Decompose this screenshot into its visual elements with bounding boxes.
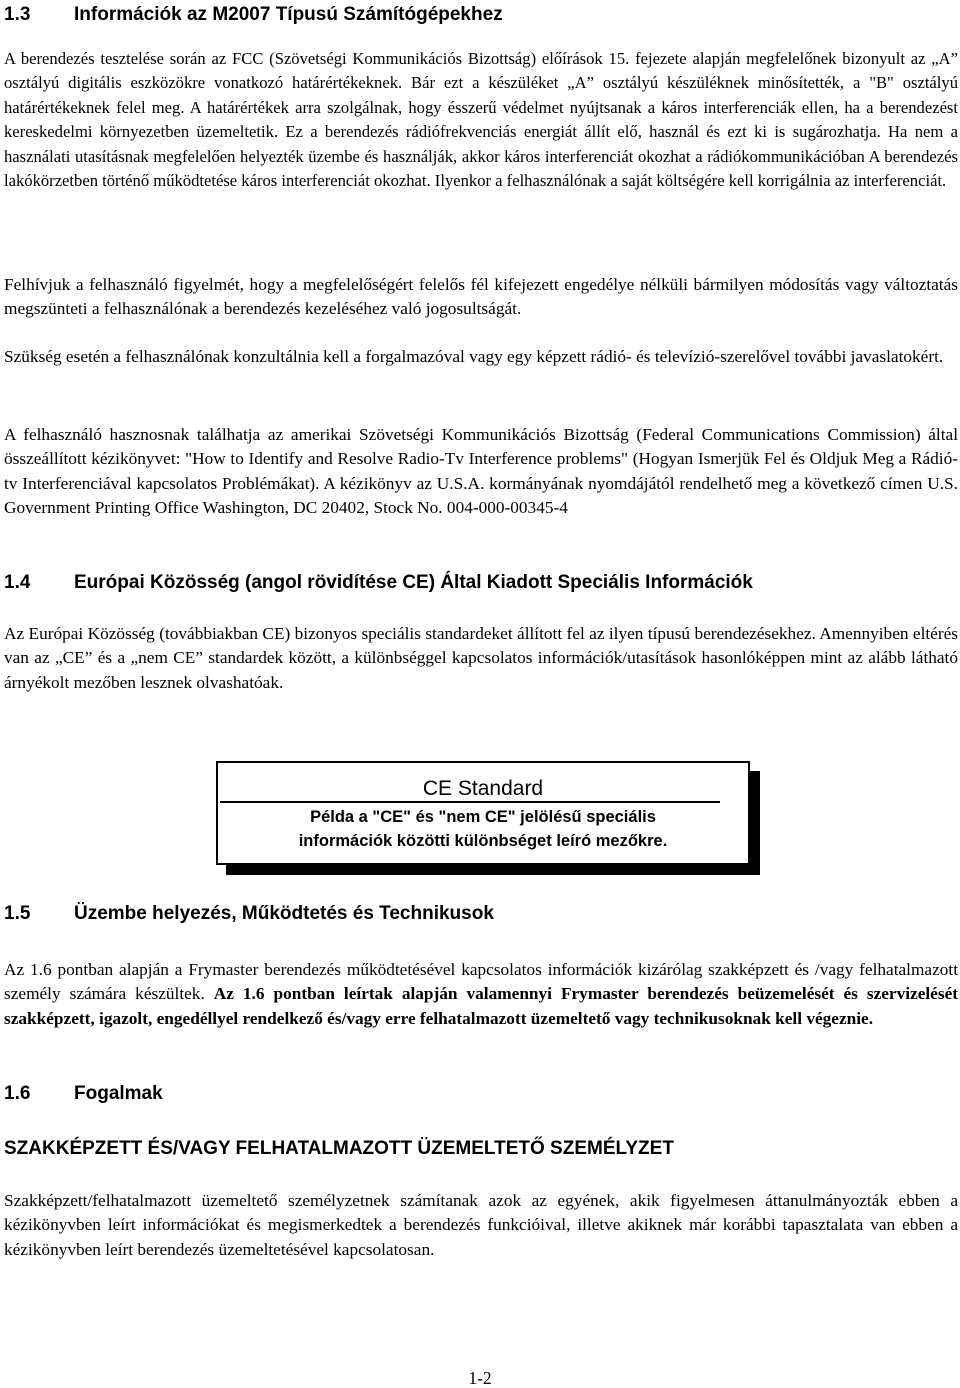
section-1-5-heading	[4, 903, 494, 925]
installation-text-bold: Az 1.6 pontban leírtak alapján valamennyi Frymaster berendezés beüzemelését és szervizelését szakképzett, igazolt, engedéllyel rendelkező és/vagy erre felhatalmazott üzemeltető vagy technikusoknak kell végeznie.	[4, 984, 959, 1028]
section-title: Üzembe helyezés, Működtetés és Technikusok	[74, 903, 494, 924]
modification-paragraph: Felhívjuk a felhasználó figyelmét, hogy a megfelelőségért felelős fél kifejezett engedélye nélküli bármilyen módosítás vagy változtatás megszünteti a felhasználónak a berendezés kezeléséhez való jogosultságát.	[4, 275, 958, 319]
section-1-4-heading	[4, 572, 753, 594]
section-title: Információk az M2007 Típusú Számítógépekhez	[74, 4, 503, 25]
ce-box-title: CE Standard	[422, 777, 544, 800]
handbook-paragraph: A felhasználó hasznosnak találhatja az amerikai Szövetségi Kommunikációs Bizottság (Federal Communications Commission) által összeállított kézikönyvet: "How to Identify and Resolve Radio-Tv Interference problems" (Hogyan Ismerjük Fel és Oldjuk Meg a Rádió-tv Interferenciával kapcsolatos Problémákat). A kézikönyv az U.S.A. kormányának nyomdájától rendelhető meg a következő címen U.S. Government Printing Office Washington, DC 20402, Stock No. 004-000-00345-4	[4, 425, 958, 518]
section-number: 1.6	[4, 1083, 31, 1104]
ce-box-divider	[220, 801, 720, 803]
fcc-paragraph: A berendezés tesztelése során az FCC (Szövetségi Kommunikációs Bizottság) előírások 15. fejezete alapján megfelelőnek bizonyult az „A” osztályú digitális eszközökre vonatkozó határértékeknek. Bár ezt a készüléket „A” osztályú készüléknek minősítették, a "B" osztályú határértékeknek felel meg. A határértékek arra szolgálnak, hogy ésszerű védelmet nyújtsanak a káros interferenciák ellen, ha a berendezést kereskedelmi környezetben üzemeltetik. Ez a berendezés rádiófrekvenciás energiát állít elő, használ és ezt ki is sugározhatja. Ha nem a használati utasításnak megfelelően helyezték üzembe és használják, akkor káros interferenciát okozhat a rádiókommunikációban A berendezés lakókörzetben történő működtetése káros interferenciát okozhat. Ilyenkor a felhasználónak a saját költségére kell korrigálnia az interferenciát.	[4, 49, 958, 191]
ce-box-line-2: információk közötti különbséget leíró mezőkre.	[298, 832, 668, 850]
section-number: 1.5	[4, 903, 31, 924]
page-number: 1-2	[468, 1368, 492, 1388]
ce-standard-box	[216, 761, 750, 865]
ce-paragraph: Az Európai Közösség (továbbiakban CE) bizonyos speciális standardeket állított fel az ilyen típusú berendezésekhez. Amennyiben eltérés van az „CE” és a „nem CE” standardek között, a különbséggel kapcsolatos információk/utasítások hasonlóképpen mint az alább látható árnyékolt mezőben lesznek olvashatóak.	[4, 624, 958, 692]
ce-box-line-1: Példa a "CE" és "nem CE" jelölésű speciális	[310, 808, 656, 826]
ce-box-text	[218, 805, 748, 853]
section-title: Fogalmak	[74, 1083, 163, 1104]
section-number: 1.3	[4, 4, 31, 25]
installation-paragraph	[4, 958, 958, 1031]
installation-text: Az 1.6 pontban alapján a Frymaster berendezés működtetésével kapcsolatos információk kizárólag szakképzett és /vagy felhatalmazott személy számára készültek.	[4, 960, 958, 1004]
personnel-subheading: SZAKKÉPZETT ÉS/VAGY FELHATALMAZOTT ÜZEMELTETŐ SZEMÉLYZET	[4, 1138, 674, 1159]
section-number: 1.4	[4, 572, 31, 593]
definition-paragraph: Szakképzett/felhatalmazott üzemeltető személyzetnek számítanak azok az egyének, akik figyelmesen áttanulmányozták ebben a kézikönyvben leírt információkat és megismerkedtek a berendezés funkcióival, illetve akiknek már korábbi tapasztalata van ebben a kézikönyvben leírt berendezés üzemeltetésével kapcsolatosan.	[4, 1191, 958, 1259]
section-title: Európai Közösség (angol rövidítése CE) Által Kiadott Speciális Információk	[74, 572, 753, 593]
section-1-6-heading	[4, 1083, 163, 1105]
consult-paragraph: Szükség esetén a felhasználónak konzultálnia kell a forgalmazóval vagy egy képzett rádió- és televízió-szerelővel további javaslatokért.	[4, 347, 944, 366]
section-1-3-heading	[4, 4, 503, 26]
